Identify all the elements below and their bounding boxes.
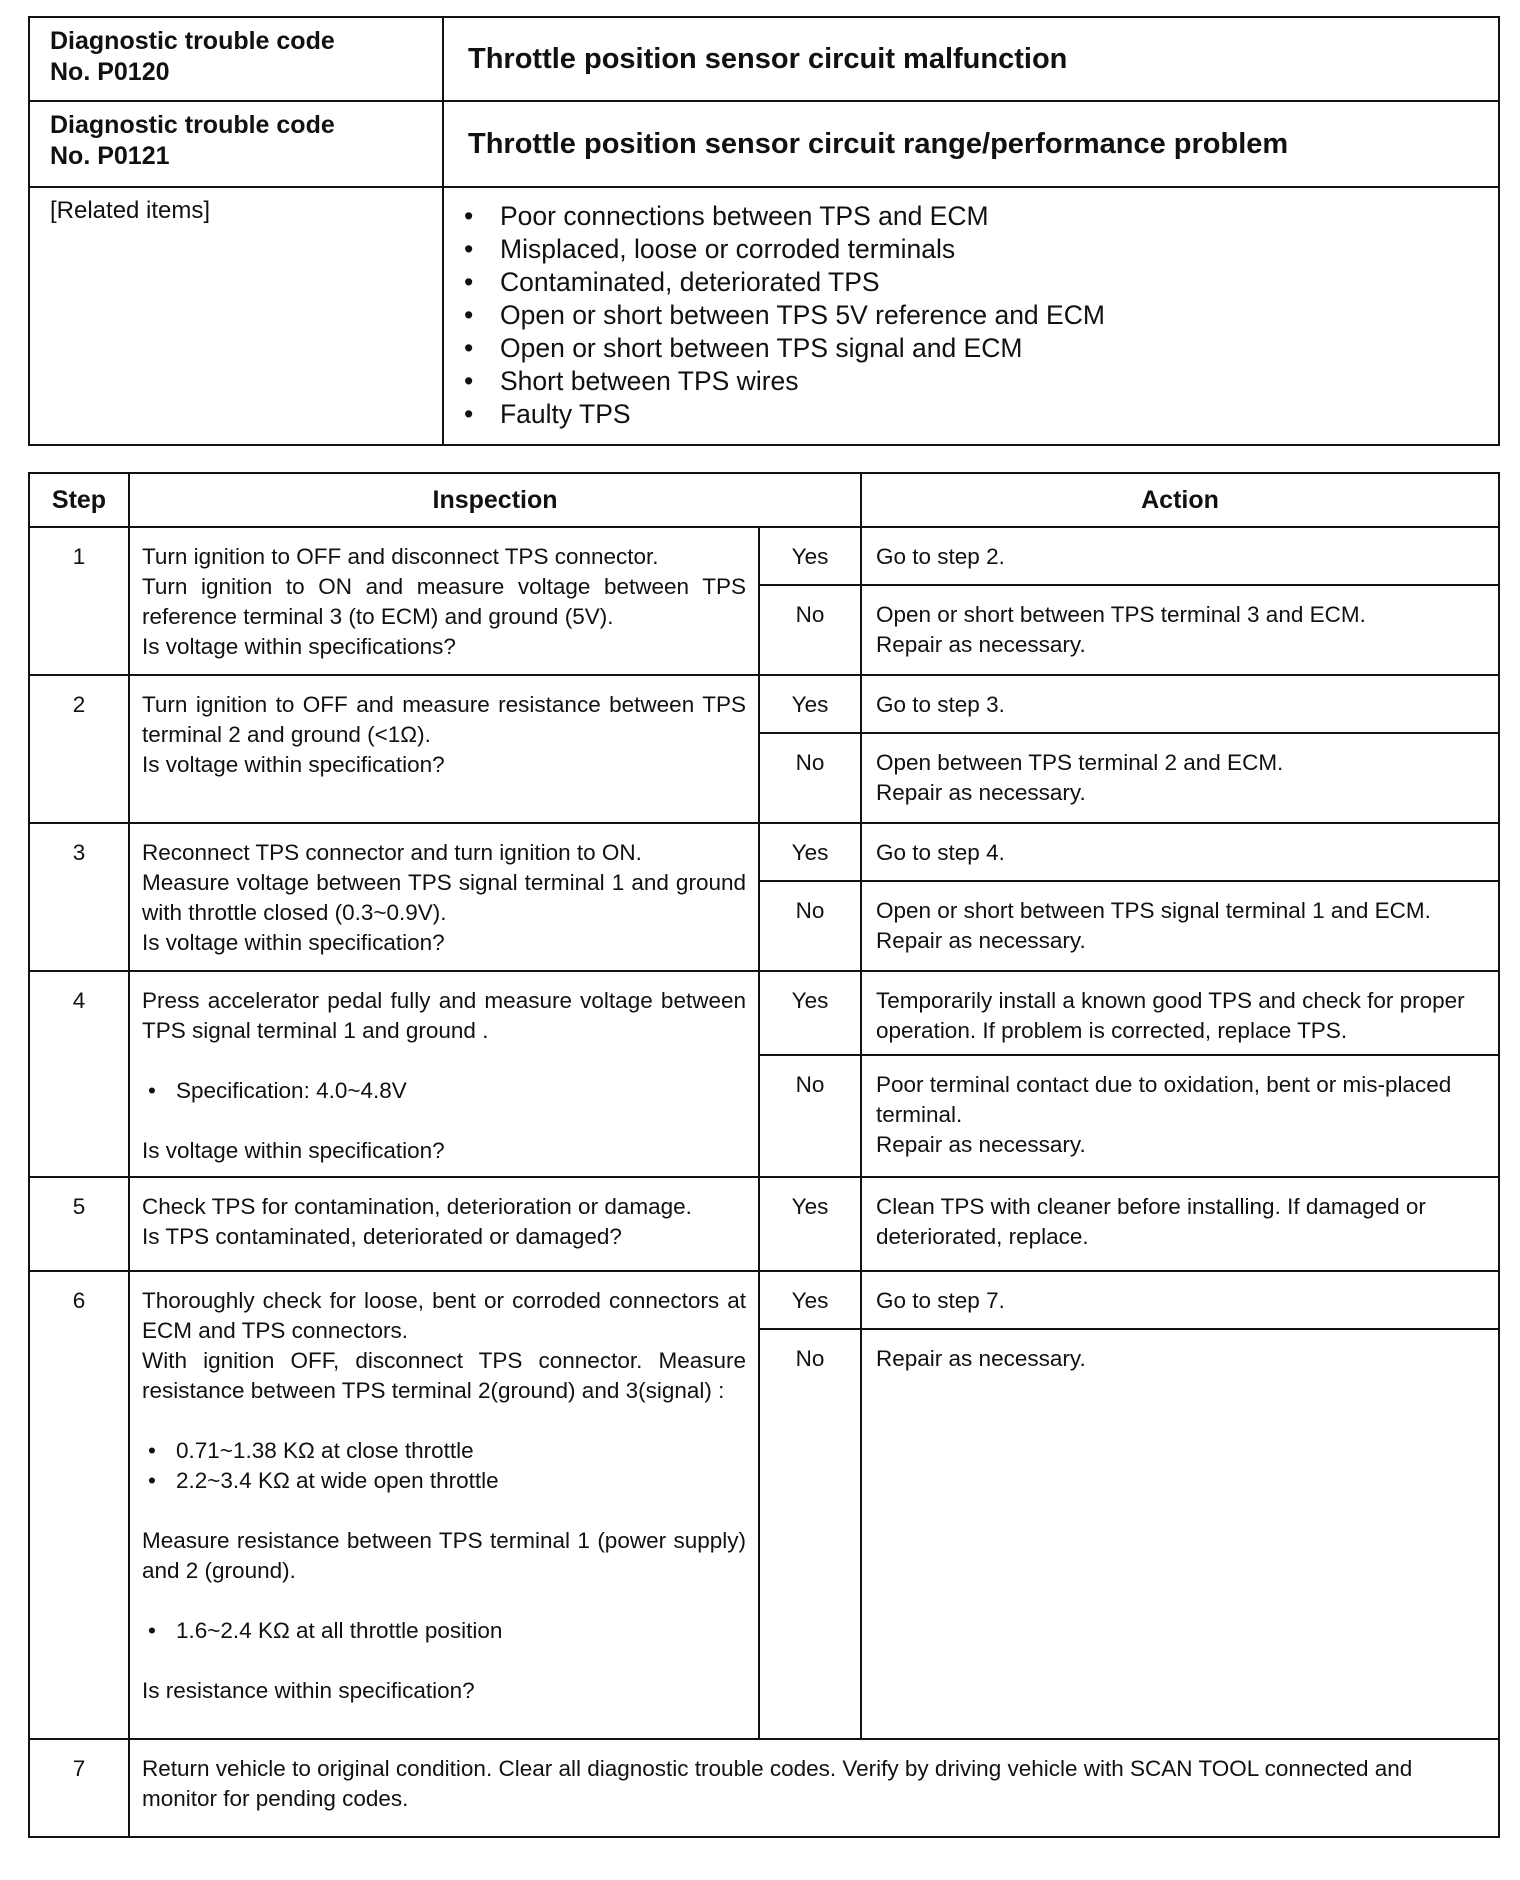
action-text: Go to step 4.: [876, 840, 1005, 865]
action-text: Temporarily install a known good TPS and check for proper operation. If problem is corrected, replace TPS.: [876, 988, 1465, 1043]
action-text: Go to step 2.: [876, 544, 1005, 569]
inspection-question: Is voltage within specification?: [142, 930, 445, 955]
specification-item: • Specification: 4.0~4.8V: [142, 1076, 746, 1106]
step-4-yes-row: [29, 971, 1499, 1055]
action-text: Repair as necessary.: [876, 928, 1086, 953]
dtc-code-number: No. P0120: [50, 58, 170, 86]
dtc-info-table: [28, 16, 1500, 446]
header-inspection: Inspection: [129, 473, 861, 527]
table-header-row: [29, 473, 1499, 527]
dtc-label-p0121: [29, 101, 443, 187]
related-item: • Misplaced, loose or corroded terminals: [464, 233, 1478, 266]
step-4-no-action: [861, 1055, 1499, 1177]
step-number: 6: [29, 1271, 129, 1739]
inspection-question: Is TPS contaminated, deteriorated or damaged?: [142, 1224, 622, 1249]
yes-label: Yes: [759, 971, 861, 1055]
related-items-cell: [443, 187, 1499, 445]
dtc-code-number: No. P0121: [50, 142, 170, 170]
related-item: • Short between TPS wires: [464, 365, 1478, 398]
step-6-yes-row: [29, 1271, 1499, 1329]
dtc-label-line1: Diagnostic trouble code: [50, 27, 335, 55]
inspection-question: Is voltage within specification?: [142, 752, 445, 777]
step-1-inspection: [129, 527, 759, 675]
inspection-text: Turn ignition to OFF and measure resistance between TPS terminal 2 and ground (<1Ω).: [142, 692, 746, 747]
dtc-title-p0121: Throttle position sensor circuit range/performance problem: [443, 101, 1499, 187]
step-5-yes-row: [29, 1177, 1499, 1271]
inspection-text: Turn ignition to ON and measure voltage between TPS reference terminal 3 (to ECM) and ground (5V).: [142, 574, 746, 629]
inspection-question: Is voltage within specifications?: [142, 634, 456, 659]
inspection-text: Reconnect TPS connector and turn ignition to ON.: [142, 840, 642, 865]
dtc-label-line1: Diagnostic trouble code: [50, 111, 335, 139]
related-item: • Open or short between TPS signal and ECM: [464, 332, 1478, 365]
specification-item: • 0.71~1.38 KΩ at close throttle: [142, 1436, 746, 1466]
diagnostic-steps-table: [28, 472, 1500, 1838]
no-label: No: [759, 585, 861, 675]
related-items-list: [464, 196, 1478, 435]
step-3-yes-row: [29, 823, 1499, 881]
dtc-label-p0120: [29, 17, 443, 101]
dtc-row-p0121: [29, 101, 1499, 187]
action-text: Repair as necessary.: [876, 1132, 1086, 1157]
inspection-question: Is resistance within specification?: [142, 1678, 475, 1703]
step-2-yes-row: [29, 675, 1499, 733]
inspection-text: Check TPS for contamination, deterioration or damage.: [142, 1194, 692, 1219]
inspection-text: Press accelerator pedal fully and measure voltage between TPS signal terminal 1 and ground .: [142, 988, 746, 1043]
inspection-text: With ignition OFF, disconnect TPS connector. Measure resistance between TPS terminal 2(ground) and 3(signal) :: [142, 1348, 746, 1403]
step-2-inspection: [129, 675, 759, 823]
dtc-row-p0120: [29, 17, 1499, 101]
step-2-no-action: [861, 733, 1499, 823]
step-6-no-action: [861, 1329, 1499, 1739]
step-number: 4: [29, 971, 129, 1177]
step-number: 3: [29, 823, 129, 971]
yes-label: Yes: [759, 1271, 861, 1329]
action-text: Clean TPS with cleaner before installing. If damaged or deteriorated, replace.: [876, 1194, 1426, 1249]
related-item: • Contaminated, deteriorated TPS: [464, 266, 1478, 299]
step-1-yes-action: [861, 527, 1499, 585]
yes-label: Yes: [759, 527, 861, 585]
dtc-title-p0120: Throttle position sensor circuit malfunction: [443, 17, 1499, 101]
step-7-row: [29, 1739, 1499, 1837]
step-2-yes-action: [861, 675, 1499, 733]
yes-label: Yes: [759, 675, 861, 733]
action-text: Go to step 7.: [876, 1288, 1005, 1313]
related-item: • Open or short between TPS 5V reference and ECM: [464, 299, 1478, 332]
step-6-yes-action: [861, 1271, 1499, 1329]
action-text: Go to step 3.: [876, 692, 1005, 717]
related-items-row: [29, 187, 1499, 445]
step-1-yes-row: [29, 527, 1499, 585]
inspection-text: Thoroughly check for loose, bent or corroded connectors at ECM and TPS connectors.: [142, 1288, 746, 1343]
action-text: Open or short between TPS terminal 3 and ECM.: [876, 602, 1366, 627]
step-3-no-action: [861, 881, 1499, 971]
specification-item: • 1.6~2.4 KΩ at all throttle position: [142, 1616, 746, 1646]
step-4-inspection: [129, 971, 759, 1177]
step-3-inspection: [129, 823, 759, 971]
inspection-question: Is voltage within specification?: [142, 1138, 445, 1163]
action-text: Poor terminal contact due to oxidation, bent or mis-placed terminal.: [876, 1072, 1452, 1127]
action-text: Open or short between TPS signal terminal 1 and ECM.: [876, 898, 1431, 923]
step-5-inspection: [129, 1177, 759, 1271]
action-text: Repair as necessary.: [876, 1346, 1086, 1371]
inspection-text: Turn ignition to OFF and disconnect TPS connector.: [142, 544, 659, 569]
header-step: Step: [29, 473, 129, 527]
step-number: 5: [29, 1177, 129, 1271]
action-text: Repair as necessary.: [876, 632, 1086, 657]
no-label: No: [759, 881, 861, 971]
step-4-yes-action: [861, 971, 1499, 1055]
header-action: Action: [861, 473, 1499, 527]
action-text: Open between TPS terminal 2 and ECM.: [876, 750, 1284, 775]
step-5-yes-action: [861, 1177, 1499, 1271]
yes-label: Yes: [759, 1177, 861, 1271]
specification-item: • 2.2~3.4 KΩ at wide open throttle: [142, 1466, 746, 1496]
action-text: Repair as necessary.: [876, 780, 1086, 805]
related-item: • Faulty TPS: [464, 398, 1478, 431]
no-label: No: [759, 733, 861, 823]
no-label: No: [759, 1055, 861, 1177]
step-number: 1: [29, 527, 129, 675]
yes-label: Yes: [759, 823, 861, 881]
step-6-inspection: [129, 1271, 759, 1739]
inspection-text: Measure resistance between TPS terminal 1 (power supply) and 2 (ground).: [142, 1528, 746, 1583]
step-7-text: Return vehicle to original condition. Clear all diagnostic trouble codes. Verify by driving vehicle with SCAN TOOL connected and monitor for pending codes.: [129, 1739, 1499, 1837]
step-1-no-action: [861, 585, 1499, 675]
inspection-text: Measure voltage between TPS signal terminal 1 and ground with throttle closed (0.3~0.9V).: [142, 870, 746, 925]
step-number: 2: [29, 675, 129, 823]
step-number: 7: [29, 1739, 129, 1837]
related-item: • Poor connections between TPS and ECM: [464, 200, 1478, 233]
related-items-label: [Related items]: [29, 187, 443, 445]
no-label: No: [759, 1329, 861, 1739]
step-3-yes-action: [861, 823, 1499, 881]
